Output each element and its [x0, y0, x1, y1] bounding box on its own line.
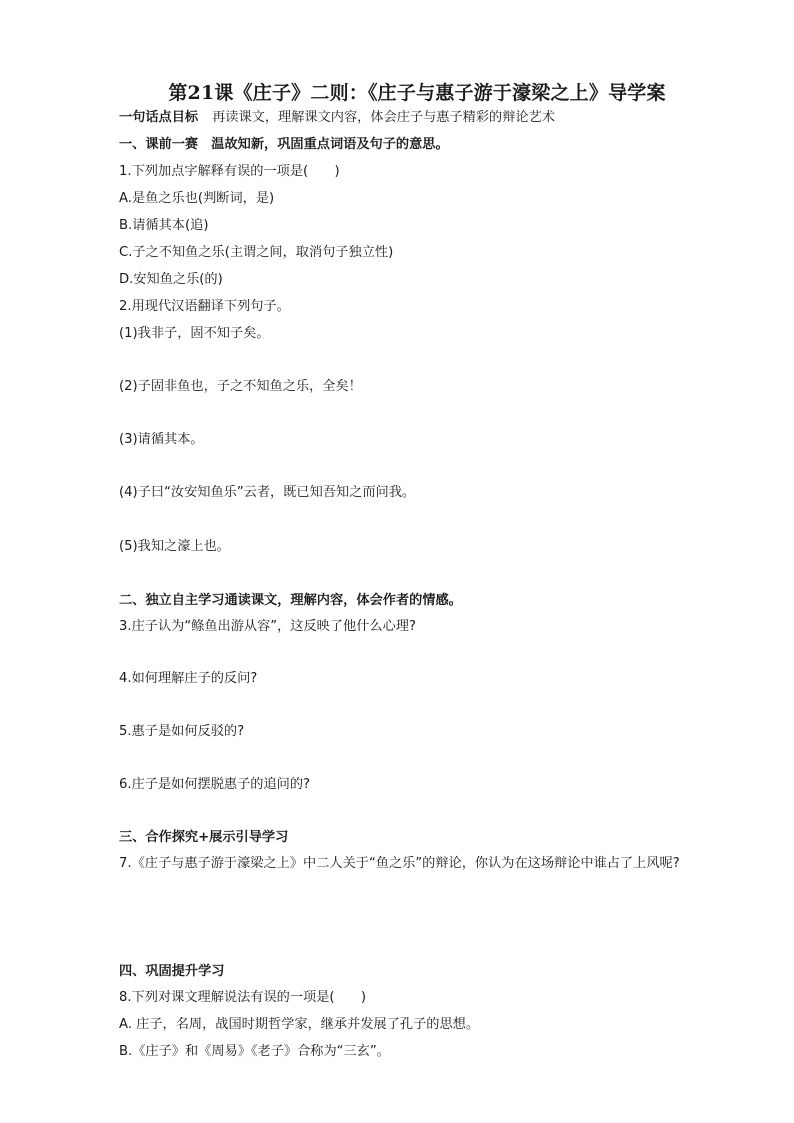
goal-label: 一句话点目标 [119, 110, 199, 125]
question-1-option-b: B.请循其本(追) [119, 218, 209, 233]
question-7: 7.《庄子与惠子游于濠梁之上》中二人关于“鱼之乐”的辩论，你认为在这场辩论中谁占了上风呢? [119, 856, 680, 871]
question-8-stem: 8.下列对课文理解说法有误的一项是( ) [119, 990, 367, 1005]
question-2-item: (3)请循其本。 [119, 432, 204, 447]
question-8-option-a: A. 庄子，名周，战国时期哲学家，继承并发展了孔子的思想。 [119, 1017, 480, 1032]
question-1-option-a: A.是鱼之乐也(判断词，是) [119, 191, 275, 206]
question-2-stem: 2.用现代汉语翻译下列句子。 [119, 299, 290, 314]
question-2-item: (4)子曰“汝安知鱼乐”云者，既已知吾知之而问我。 [119, 485, 416, 500]
page-title: 第21课《庄子》二则：《庄子与惠子游于濠梁之上》导学案 [168, 82, 666, 104]
question-4: 4.如何理解庄子的反问? [119, 671, 258, 686]
question-1-option-c: C.子之不知鱼之乐(主谓之间，取消句子独立性) [119, 245, 394, 260]
question-3: 3.庄子认为“鲦鱼出游从容”，这反映了他什么心理? [119, 619, 416, 634]
question-1-option-d: D.安知鱼之乐(的) [119, 272, 223, 287]
goal-line [119, 110, 555, 126]
section-heading-2: 二、独立自主学习通读课文，理解内容，体会作者的情感。 [119, 593, 462, 608]
section-heading-1: 一、课前一赛 温故知新，巩固重点词语及句子的意思。 [119, 137, 449, 152]
question-1-stem: 1.下列加点字解释有误的一项是( ) [119, 164, 340, 179]
section-heading-3: 三、合作探究+展示引导学习 [119, 830, 289, 845]
question-2-item: (1)我非子，固不知子矣。 [119, 326, 270, 341]
question-5: 5.惠子是如何反驳的? [119, 724, 245, 739]
question-8-option-b: B.《庄子》和《周易》《老子》合称为“三玄”。 [119, 1044, 390, 1059]
goal-text: 再读课文，理解课文内容，体会庄子与惠子精彩的辩论艺术 [212, 110, 555, 125]
question-2-item: (5)我知之濠上也。 [119, 539, 230, 554]
question-6: 6.庄子是如何摆脱惠子的追问的? [119, 777, 311, 792]
question-2-item: (2)子固非鱼也，子之不知鱼之乐，全矣！ [119, 379, 362, 394]
section-heading-4: 四、巩固提升学习 [119, 964, 225, 979]
